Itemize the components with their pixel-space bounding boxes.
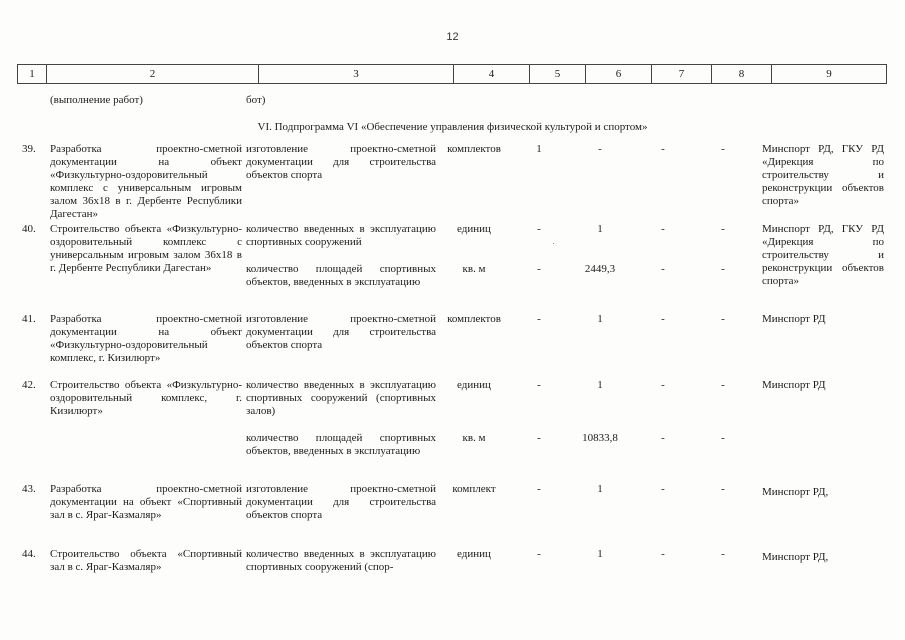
row-43-number: 43. — [22, 483, 36, 495]
row-40-unit-1: единиц — [457, 223, 491, 235]
header-col-7: 7 — [651, 65, 711, 83]
row-44-event: Строительство объекта «Спортивный зал в с. Яраг-Казмаляр» — [50, 548, 242, 573]
row-44-col7: - — [661, 548, 665, 560]
row-39-col6: - — [598, 143, 602, 155]
header-col-8: 8 — [711, 65, 771, 83]
row-43-col5: - — [537, 483, 541, 495]
header-col-5: 5 — [529, 65, 585, 83]
row-42-event: Строительство объекта «Физкультурно-оздоровительный комплекс, г. Кизилюрт» — [50, 379, 242, 417]
row-43-executor: Минспорт РД, — [762, 486, 829, 498]
scan-speck — [553, 243, 554, 244]
row-42-col6-2: 10833,8 — [582, 432, 618, 444]
row-40-indicator-1: количество введенных в эксплуатацию спортивных сооружений — [246, 223, 436, 248]
row-43-col8: - — [721, 483, 725, 495]
row-39-event: Разработка проектно-сметной документации на объект «Физкультурно-оздоровительный комплекс с универсальным игровым залом 36х18 в г. Дербенте Республики Дагестан» — [50, 143, 242, 220]
row-39-indicator: изготовление проектно-сметной документации для строительства объектов спорта — [246, 143, 436, 181]
row-42-indicator-2: количество площадей спортивных объектов, введенных в эксплуатацию — [246, 432, 436, 457]
row-42-col7-1: - — [661, 379, 665, 391]
row-41-col7: - — [661, 313, 665, 325]
row-44-indicator: количество введенных в эксплуатацию спортивных сооружений (спор- — [246, 548, 436, 573]
row-41-col6: 1 — [597, 313, 603, 325]
row-42-number: 42. — [22, 379, 36, 391]
row-42-col8-2: - — [721, 432, 725, 444]
row-40-col6-1: 1 — [597, 223, 603, 235]
header-col-6: 6 — [585, 65, 651, 83]
row-41-col8: - — [721, 313, 725, 325]
section-title: VI. Подпрограмма VI «Обеспечение управления физической культурой и спортом» — [257, 121, 648, 133]
row-42-indicator-1: количество введенных в эксплуатацию спортивных сооружений (спортивных залов) — [246, 379, 436, 417]
table-header-row — [17, 64, 887, 84]
row-41-event: Разработка проектно-сметной документации на объект «Физкультурно-оздоровительный комплекс, г. Кизилюрт» — [50, 313, 242, 364]
row-44-col6: 1 — [597, 548, 603, 560]
row-43-col7: - — [661, 483, 665, 495]
row-39-col7: - — [661, 143, 665, 155]
row-42-unit-1: единиц — [457, 379, 491, 391]
row-42-unit-2: кв. м — [462, 432, 486, 444]
row-40-col7-1: - — [661, 223, 665, 235]
header-col-9: 9 — [771, 65, 886, 83]
row-41-number: 41. — [22, 313, 36, 325]
header-col-4: 4 — [453, 65, 529, 83]
header-col-2: 2 — [46, 65, 258, 83]
row-42-col5-1: - — [537, 379, 541, 391]
row-40-number: 40. — [22, 223, 36, 235]
row-40-event: Строительство объекта «Физкультурно-оздоровительный комплекс с универсальным игровым залом 36х18 в г. Дербенте Республики Дагестан» — [50, 223, 242, 274]
row-39-unit: комплектов — [447, 143, 501, 155]
row-42-col5-2: - — [537, 432, 541, 444]
continuation-indicator: бот) — [246, 94, 266, 106]
row-43-unit: комплект — [452, 483, 496, 495]
row-44-col8: - — [721, 548, 725, 560]
row-43-indicator: изготовление проектно-сметной документации для строительства объектов спорта — [246, 483, 436, 521]
row-44-unit: единиц — [457, 548, 491, 560]
row-40-unit-2: кв. м — [462, 263, 486, 275]
row-41-unit: комплектов — [447, 313, 501, 325]
row-44-number: 44. — [22, 548, 36, 560]
row-40-col8-2: - — [721, 263, 725, 275]
row-40-col6-2: 2449,3 — [584, 263, 616, 275]
continuation-event: (выполнение работ) — [50, 94, 143, 106]
row-44-executor: Минспорт РД, — [762, 551, 829, 563]
row-42-col6-1: 1 — [597, 379, 603, 391]
row-40-executor: Минспорт РД, ГКУ РД «Дирекция по строительству и реконструкции объектов спорта» — [762, 223, 884, 287]
row-43-event: Разработка проектно-сметной документации на объект «Спортивный зал в с. Яраг-Казмаляр» — [50, 483, 242, 521]
row-42-col8-1: - — [721, 379, 725, 391]
row-42-executor: Минспорт РД — [762, 379, 826, 391]
page-number: 12 — [446, 31, 459, 43]
row-41-indicator: изготовление проектно-сметной документации для строительства объектов спорта — [246, 313, 436, 351]
row-39-number: 39. — [22, 143, 36, 155]
header-col-1: 1 — [29, 68, 35, 80]
row-41-executor: Минспорт РД — [762, 313, 826, 325]
row-41-col5: - — [537, 313, 541, 325]
row-39-col8: - — [721, 143, 725, 155]
row-39-executor: Минспорт РД, ГКУ РД «Дирекция по строительству и реконструкции объектов спорта» — [762, 143, 884, 207]
row-42-col7-2: - — [661, 432, 665, 444]
row-40-indicator-2: количество площадей спортивных объектов, введенных в эксплуатацию — [246, 263, 436, 288]
row-40-col5-1: - — [537, 223, 541, 235]
header-col-3: 3 — [258, 65, 453, 83]
row-40-col8-1: - — [721, 223, 725, 235]
row-43-col6: 1 — [597, 483, 603, 495]
row-44-col5: - — [537, 548, 541, 560]
row-39-col5: 1 — [536, 143, 542, 155]
row-40-col7-2: - — [661, 263, 665, 275]
row-40-col5-2: - — [537, 263, 541, 275]
